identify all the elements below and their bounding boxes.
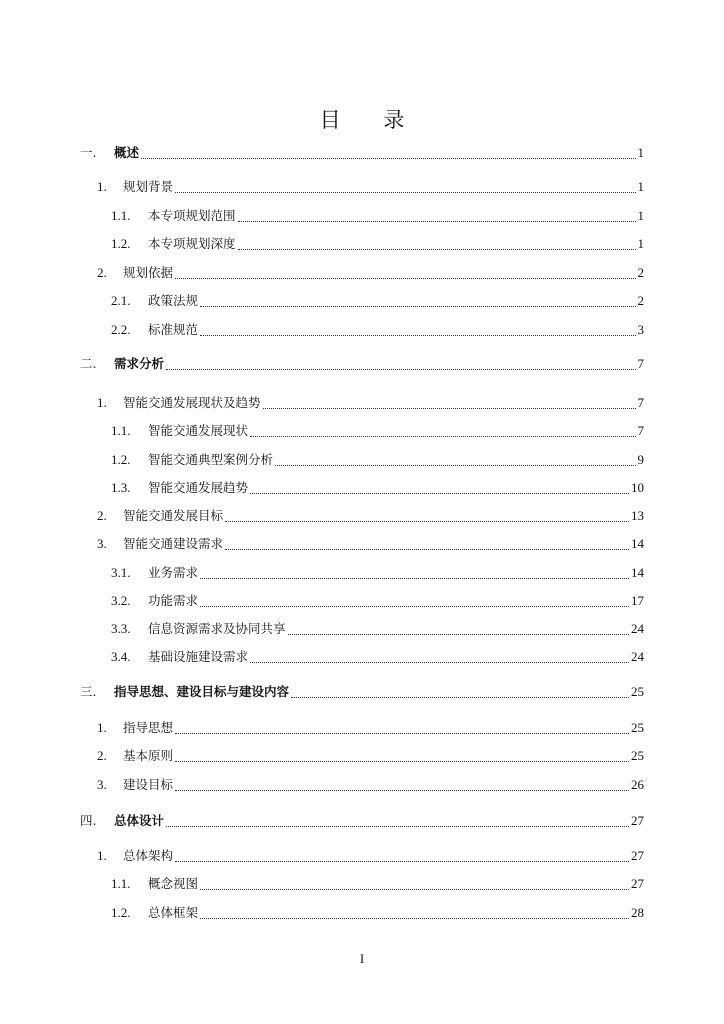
toc-entry-number: 3.4. — [111, 649, 131, 664]
toc-entry-subsection[interactable] — [80, 873, 644, 895]
toc-entry-page: 25 — [631, 720, 644, 735]
toc-entry-page: 2 — [637, 293, 644, 308]
toc-entry-label: 指导思想、建设目标与建设内容 — [114, 684, 290, 699]
toc-entry-page: 27 — [631, 848, 644, 863]
toc-entry-section[interactable] — [80, 845, 644, 867]
toc-entry-page: 25 — [631, 748, 644, 763]
toc-entry-subsection[interactable] — [80, 205, 644, 227]
dot-leader — [175, 761, 629, 762]
toc-entry-label: 建设目标 — [123, 777, 174, 792]
toc-entry-number: 3.3. — [111, 621, 131, 636]
dot-leader — [175, 192, 635, 193]
toc-entry-label: 政策法规 — [148, 293, 199, 308]
toc-entry-label: 信息资源需求及协同共享 — [148, 621, 286, 636]
dot-leader — [166, 826, 629, 827]
toc-entry-subsection[interactable] — [80, 562, 644, 584]
toc-entry-number: 1.3. — [111, 480, 131, 495]
toc-entry-page: 2 — [637, 265, 644, 280]
toc-entry-number: 2.1. — [111, 293, 131, 308]
toc-entry-label: 规划依据 — [123, 265, 174, 280]
toc-entry-number: 3. — [97, 777, 107, 792]
dot-leader — [275, 465, 635, 466]
toc-entry-label: 智能交通发展现状 — [148, 423, 249, 438]
dot-leader — [288, 634, 629, 635]
toc-entry-label: 智能交通典型案例分析 — [148, 452, 274, 467]
toc-entry-label: 概述 — [114, 145, 140, 160]
dot-leader — [175, 278, 635, 279]
dot-leader — [200, 606, 629, 607]
toc-entry-page: 27 — [631, 876, 644, 891]
toc-entry-number: 1.2. — [111, 452, 131, 467]
toc-entry-label: 智能交通发展目标 — [123, 508, 224, 523]
toc-entry-section[interactable] — [80, 533, 644, 555]
toc-entry-number: 3. — [97, 536, 107, 551]
toc-entry-number: 1.1. — [111, 423, 131, 438]
toc-entry-subsection[interactable] — [80, 590, 644, 612]
toc-entry-page: 9 — [637, 452, 644, 467]
dot-leader — [225, 549, 629, 550]
dot-leader — [166, 369, 635, 370]
toc-entry-label: 智能交通发展现状及趋势 — [123, 395, 261, 410]
page-title: 目 录 — [319, 108, 423, 132]
toc-entry-number: 1. — [97, 720, 107, 735]
toc-entry-label: 本专项规划范围 — [148, 208, 236, 223]
toc-entry-subsection[interactable] — [80, 477, 644, 499]
toc-entry-page: 3 — [637, 322, 644, 337]
toc-entry-subsection[interactable] — [80, 319, 644, 341]
toc-entry-page: 13 — [631, 508, 644, 523]
toc-entry-label: 智能交通建设需求 — [123, 536, 224, 551]
toc-entry-page: 24 — [631, 621, 644, 636]
toc-entry-section[interactable] — [80, 392, 644, 414]
dot-leader — [200, 578, 629, 579]
dot-leader — [238, 249, 636, 250]
toc-entry-page: 28 — [631, 905, 644, 920]
dot-leader — [263, 408, 636, 409]
dot-leader — [291, 697, 629, 698]
dot-leader — [250, 662, 629, 663]
toc-entry-number: 1. — [97, 848, 107, 863]
toc-entry-number: 二. — [80, 356, 97, 371]
toc-entry-chapter-3[interactable] — [80, 681, 644, 703]
toc-entry-label: 需求分析 — [114, 356, 165, 371]
dot-leader — [250, 493, 629, 494]
toc-entry-label: 指导思想 — [123, 720, 174, 735]
toc-entry-section[interactable] — [80, 176, 644, 198]
toc-entry-section[interactable] — [80, 717, 644, 739]
toc-entry-label: 概念视图 — [148, 876, 199, 891]
toc-entry-number: 2. — [97, 265, 107, 280]
dot-leader — [175, 733, 629, 734]
toc-entry-subsection[interactable] — [80, 618, 644, 640]
toc-entry-number: 1. — [97, 395, 107, 410]
toc-entry-section[interactable] — [80, 505, 644, 527]
toc-entry-label: 功能需求 — [148, 593, 199, 608]
toc-entry-page: 10 — [631, 480, 644, 495]
toc-entry-label: 总体设计 — [114, 813, 165, 828]
dot-leader — [200, 918, 629, 919]
toc-entry-subsection[interactable] — [80, 646, 644, 668]
toc-entry-page: 17 — [631, 593, 644, 608]
dot-leader — [238, 221, 636, 222]
toc-entry-number: 3.1. — [111, 565, 131, 580]
toc-entry-number: 1.1. — [111, 208, 131, 223]
toc-entry-page: 1 — [637, 208, 644, 223]
toc-entry-number: 四. — [80, 813, 97, 828]
toc-entry-label: 业务需求 — [148, 565, 199, 580]
toc-entry-label: 总体框架 — [148, 905, 199, 920]
toc-entry-page: 24 — [631, 649, 644, 664]
toc-entry-subsection[interactable] — [80, 449, 644, 471]
toc-entry-number: 1.2. — [111, 236, 131, 251]
toc-entry-label: 智能交通发展趋势 — [148, 480, 249, 495]
toc-entry-subsection[interactable] — [80, 290, 644, 312]
toc-entry-subsection[interactable] — [80, 902, 644, 924]
toc-entry-page: 1 — [637, 145, 644, 160]
toc-entry-chapter-4[interactable] — [80, 810, 644, 832]
toc-entry-section[interactable] — [80, 745, 644, 767]
toc-entry-page: 14 — [631, 536, 644, 551]
toc-entry-chapter-1[interactable] — [80, 142, 644, 164]
toc-entry-label: 基础设施建设需求 — [148, 649, 249, 664]
toc-entry-page: 14 — [631, 565, 644, 580]
toc-entry-label: 本专项规划深度 — [148, 236, 236, 251]
dot-leader — [200, 306, 635, 307]
toc-entry-label: 基本原则 — [123, 748, 174, 763]
toc-entry-number: 1.2. — [111, 905, 131, 920]
toc-entry-label: 规划背景 — [123, 179, 174, 194]
toc-entry-number: 一. — [80, 145, 97, 160]
toc-entry-chapter-2[interactable] — [80, 353, 644, 375]
toc-entry-label: 总体架构 — [123, 848, 174, 863]
toc-entry-section[interactable] — [80, 774, 644, 796]
toc-entry-number: 2. — [97, 748, 107, 763]
toc-entry-page: 25 — [631, 684, 644, 699]
toc-entry-number: 1. — [97, 179, 107, 194]
toc-entry-number: 三. — [80, 684, 97, 699]
dot-leader — [175, 861, 629, 862]
dot-leader — [141, 158, 635, 159]
dot-leader — [250, 436, 635, 437]
dot-leader — [200, 335, 635, 336]
toc-entry-page: 26 — [631, 777, 644, 792]
toc-entry-number: 3.2. — [111, 593, 131, 608]
toc-entry-subsection[interactable] — [80, 233, 644, 255]
dot-leader — [225, 521, 629, 522]
dot-leader — [200, 889, 629, 890]
page-number: I — [359, 951, 365, 966]
toc-entry-page: 1 — [637, 179, 644, 194]
toc-entry-section[interactable] — [80, 262, 644, 284]
toc-entry-page: 7 — [637, 395, 644, 410]
toc-entry-number: 2.2. — [111, 322, 131, 337]
toc-entry-subsection[interactable] — [80, 420, 644, 442]
toc-entry-page: 1 — [637, 236, 644, 251]
toc-entry-number: 2. — [97, 508, 107, 523]
toc-entry-page: 7 — [637, 423, 644, 438]
toc-entry-page: 7 — [637, 356, 644, 371]
dot-leader — [175, 790, 629, 791]
toc-entry-page: 27 — [631, 813, 644, 828]
toc-entry-number: 1.1. — [111, 876, 131, 891]
toc-entry-label: 标准规范 — [148, 322, 199, 337]
